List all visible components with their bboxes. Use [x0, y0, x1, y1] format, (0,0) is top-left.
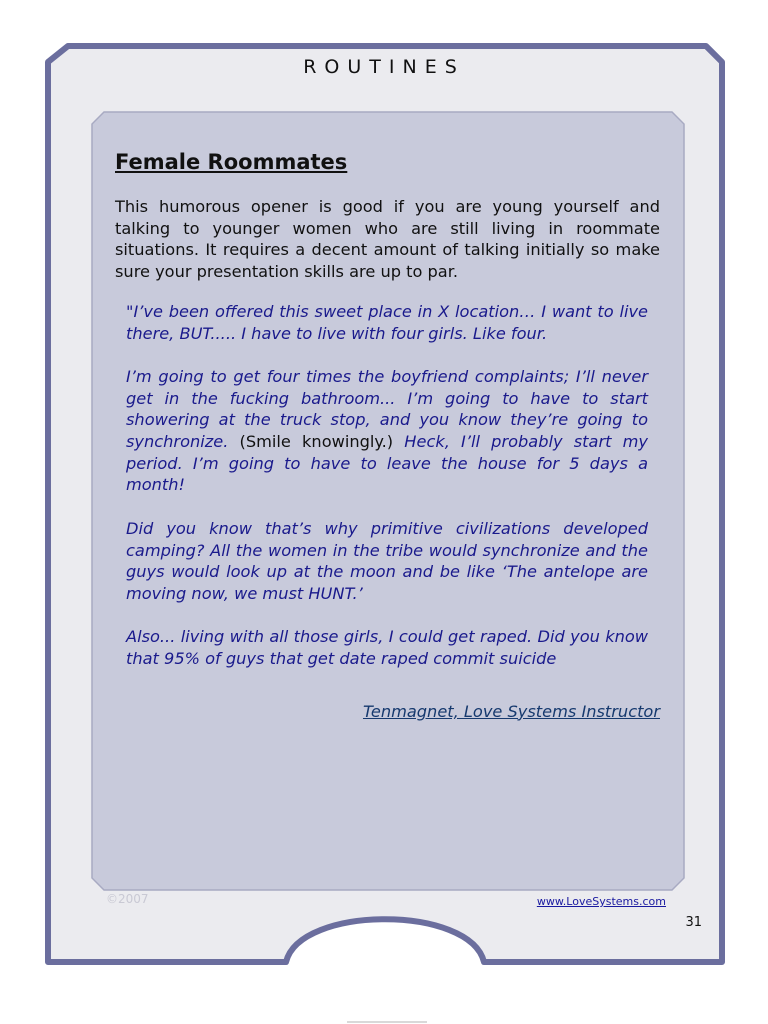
section-title: ROUTINES — [303, 56, 465, 78]
copyright-text: ©2007 — [106, 892, 149, 906]
article-body — [115, 150, 660, 721]
page-number: 31 — [685, 915, 702, 930]
quote-paragraph: Did you know that’s why primitive civilizations developed camping? All the women in the tribe would synchronize and the guys would look up at the moon and be like ‘The antelope are moving now, we must HUNT.’ — [126, 518, 648, 603]
routine-quote — [126, 301, 648, 670]
quote-text: I’m going to get four times the boyfriend complaints; I’ll never get in the fucking bathroom... I’m going to have to start showering at the truck stop, and you know they’re going to synchronize. — [126, 366, 648, 452]
stage-direction: (Smile knowingly.) — [239, 432, 394, 452]
quote-text: Heck, I’ll probably start my period. I’m going to have to leave the house for 5 days a month! — [126, 432, 648, 495]
quote-paragraph: Also... living with all those girls, I could get raped. Did you know that 95% of guys that get date raped commit suicide — [126, 627, 648, 669]
quote-paragraph: "I’ve been offered this sweet place in X location… I want to live there, BUT..... I have to live with four girls. Like four. — [126, 301, 648, 343]
quote-paragraph — [126, 366, 648, 496]
intro-paragraph: This humorous opener is good if you are young yourself and talking to younger women who are still living in roommate situations. It requires a decent amount of talking initially so make sure your presentation skills are up to par. — [115, 197, 660, 282]
article-heading: Female Roommates — [115, 150, 348, 174]
website-link[interactable]: www.LoveSystems.com — [536, 895, 666, 908]
bottom-divider — [347, 1021, 427, 1023]
author-attribution: Tenmagnet, Love Systems Instructor — [362, 701, 660, 721]
